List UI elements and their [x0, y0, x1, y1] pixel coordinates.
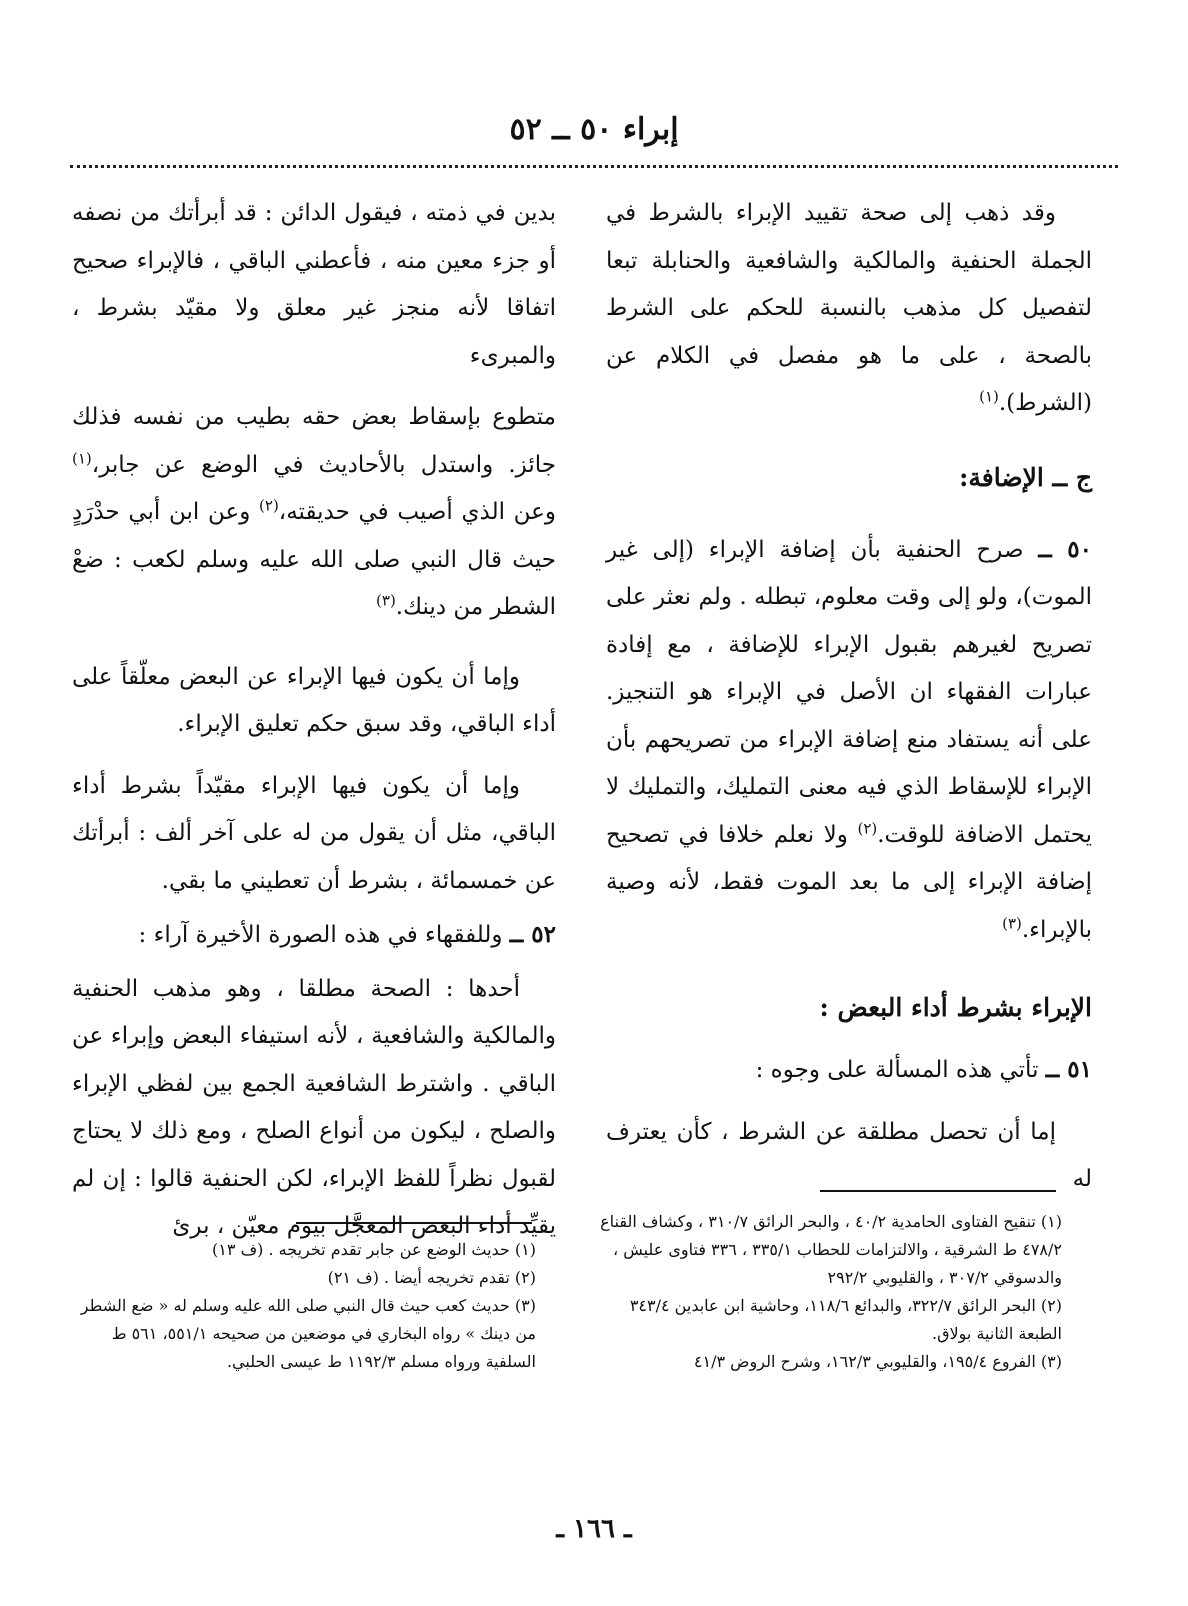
right-column [606, 190, 1092, 1204]
paragraph-number: ٥٢ ــ [509, 921, 556, 948]
footnotes-left [60, 1236, 536, 1376]
footnote-marker: (٣) [376, 591, 396, 610]
paragraph-51 [606, 1046, 1092, 1095]
footnotes-right [600, 1208, 1062, 1376]
section-heading-idafa: ج ــ الإضافة: [959, 462, 1092, 492]
footnote-divider-right [820, 1190, 1056, 1192]
paragraph-case-restricted: وإما أن يكون فيها الإبراء مقيّداً بشرط أداء الباقي، مثل أن يقول من له على آخر ألف : أبرأتك عن خمسمائة ، بشرط أن تعطيني ما بقي. [72, 772, 556, 894]
paragraph-text: ولا نعلم خلافا في تصحيح إضافة الإبراء إلى ما بعد الموت فقط، لأنه وصية بالإبراء. [606, 821, 1092, 943]
paragraph-opinion-1: أحدها : الصحة مطلقا ، وهو مذهب الحنفية والمالكية والشافعية ، لأنه استيفاء البعض وإبراء عن الباقي . واشترط الشافعية الجمع بين لفظي الإبراء والصلح ، ليكون من أنواع الصلح ، ومع ذلك لا يحتاج لقبول نظراً للفظ الإبراء، لكن الحنفية قالوا : إن لم يقيِّد أداء البعض المعجَّل بيوم معيّن ، برئ [72, 975, 556, 1239]
paragraph-evidence [72, 394, 556, 632]
left-column [72, 190, 556, 1251]
footnote-marker: (١) [979, 387, 999, 406]
footnote-item: (٣) الفروع ١٩٥/٤، والقليوبي ١٦٢/٣، وشرح الروض ٤١/٣ [693, 1352, 1062, 1371]
footnote-marker: (٣) [1002, 913, 1022, 932]
footnote-divider-left [296, 1222, 532, 1224]
footnote-marker: (٢) [259, 496, 279, 515]
section-heading-partial-payment: الإبراء بشرط أداء البعض : [819, 993, 1092, 1022]
paragraph-text: وقد ذهب إلى صحة تقييد الإبراء بالشرط في الجملة الحنفية والمالكية والشافعية والحنابلة تبعا لتفصيل كل مذهب بالنسبة للحكم على الشرط بالصحة ، على ما هو مفصل في الكلام عن (الشرط). [606, 200, 1092, 416]
footnote-item: (٣) حديث كعب حيث قال النبي صلى الله عليه وسلم له « ضع الشطر من دينك » رواه البخاري في موضعين من صحيحه ٥٥١/١، ٥٦١ ط السلفية ورواه مسلم ١١٩٢/٣ ط عيسى الحلبي. [80, 1296, 536, 1371]
paragraph-case-suspended: وإما أن يكون فيها الإبراء عن البعض معلّقاً على أداء الباقي، وقد سبق حكم تعليق الإبراء. [72, 663, 556, 737]
footnote-item: (٢) تقدم تخريجه أيضا . (ف ٢١) [327, 1268, 536, 1287]
footnote-item: (٢) البحر الرائق ٣٢٢/٧، والبدائع ١١٨/٦، وحاشية ابن عابدين ٣٤٣/٤ الطبعة الثانية بولاق. [629, 1296, 1062, 1343]
paragraph-52 [72, 911, 556, 960]
footnote-marker: (١) [72, 448, 92, 467]
paragraph-number: ٥٠ ــ [1038, 535, 1093, 563]
paragraph-text: وعن الذي أصيب في حديقته، [278, 499, 556, 525]
paragraph-text: متطوع بإسقاط بعض حقه بطيب من نفسه فذلك جائز. واستدل بالأحاديث في الوضع عن جابر، [72, 404, 556, 478]
header-dotted-divider [70, 165, 1118, 168]
page-number: ـ ١٦٦ ـ [556, 1514, 632, 1544]
paragraph-continued: بدين في ذمته ، فيقول الدائن : قد أبرأتك من نصفه أو جزء معين منه ، فأعطني الباقي ، فالإبراء صحيح اتفاقا لأنه منجز غير معلق ولا مقيّد بشرط ، والمبرىء [72, 200, 556, 369]
paragraph-text: تأتي هذه المسألة على وجوه : [755, 1057, 1039, 1083]
paragraph-conditional-validity [606, 190, 1092, 428]
paragraph-number: ٥١ ــ [1045, 1056, 1092, 1083]
footnote-item: (١) حديث الوضع عن جابر تقدم تخريجه . (ف ١٣) [212, 1240, 536, 1259]
paragraph-text: وعن ابن أبي حدْرَدٍ حيث قال النبي صلى الله عليه وسلم لكعب : ضعْ الشطر من دينك. [72, 499, 556, 620]
paragraph-text: وللفقهاء في هذه الصورة الأخيرة آراء : [138, 922, 503, 948]
paragraph-text: صرح الحنفية بأن إضافة الإبراء (إلى غير الموت)، ولو إلى وقت معلوم، تبطله . ولم نعثر على تصريح لغيرهم بقبول الإبراء للإضافة ، مع إفادة عبارات الفقهاء ان الأصل في الإبراء هو التنجيز. على أنه يستفاد منع إضافة الإبراء من تصريحهم بأن الإبراء للإسقاط الذي فيه معنى التمليك، والتمليك لا يحتمل الاضافة للوقت. [606, 536, 1092, 848]
footnote-marker: (٢) [857, 818, 878, 837]
footnote-item: (١) تنقيح الفتاوى الحامدية ٤٠/٢ ، والبحر الرائق ٣١٠/٧ ، وكشاف القناع ٤٧٨/٢ ط الشرقية ، والالتزامات للحطاب ٣٣٥/١ ، ٣٣٦ فتاوى عليش ، والدسوقي ٣٠٧/٢ ، والقليوبي ٢٩٢/٢ [600, 1212, 1062, 1287]
running-header-title: إبراء ٥٠ ــ ٥٢ [509, 112, 679, 147]
paragraph-50 [606, 526, 1092, 955]
paragraph-51-case-1: إما أن تحصل مطلقة عن الشرط ، كأن يعترف له [606, 1118, 1092, 1192]
